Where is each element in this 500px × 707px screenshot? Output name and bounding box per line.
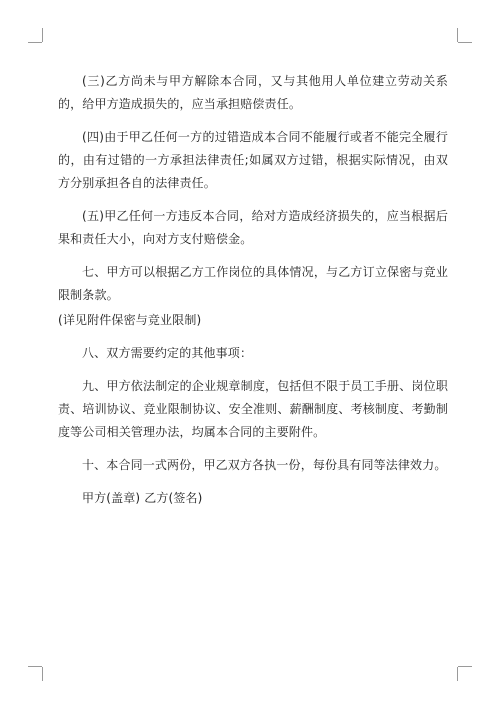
crop-mark-top-left-horizontal xyxy=(28,42,42,43)
article-7-confidentiality: 七、甲方可以根据乙方工作岗位的具体情况，与乙方订立保密与竞业限制条款。 xyxy=(58,265,448,302)
crop-mark-top-left-vertical xyxy=(42,28,43,42)
article-10-copies: 十、本合同一式两份，甲乙双方各执一份，每份具有同等法律效力。 xyxy=(82,458,447,472)
crop-mark-bottom-right-vertical xyxy=(457,667,458,681)
crop-mark-top-right-vertical xyxy=(457,28,458,42)
crop-mark-bottom-right-horizontal xyxy=(458,666,472,667)
crop-mark-bottom-left-vertical xyxy=(42,667,43,681)
clause-5-breach-compensation: (五)甲乙任何一方违反本合同，给对方造成经济损失的，应当根据后果和责任大小，向对方支付赔偿金。 xyxy=(58,209,448,246)
clause-4-fault-liability: (四)由于甲乙任何一方的过错造成本合同不能履行或者不能完全履行的，由有过错的一方承担法律责任;如属双方过错，根据实际情况，由双方分别承担各自的法律责任。 xyxy=(58,130,448,190)
signature-line: 甲方(盖章) 乙方(签名) xyxy=(82,491,203,505)
clause-3-compensation: (三)乙方尚未与甲方解除本合同，又与其他用人单位建立劳动关系的，给甲方造成损失的，应当承担赔偿责任。 xyxy=(58,74,448,111)
crop-mark-bottom-left-horizontal xyxy=(28,666,42,667)
article-7-attachment-note: (详见附件保密与竞业限制) xyxy=(58,313,202,327)
article-8-other-matters: 八、双方需要约定的其他事项： xyxy=(82,346,253,360)
article-9-regulations: 九、甲方依法制定的企业规章制度，包括但不限于员工手册、岗位职责、培训协议、竞业限制协议、安全准则、薪酬制度、考核制度、考勤制度等公司相关管理办法，均属本合同的主要附件。 xyxy=(58,379,448,439)
crop-mark-top-right-horizontal xyxy=(458,42,472,43)
document-body xyxy=(58,70,448,520)
